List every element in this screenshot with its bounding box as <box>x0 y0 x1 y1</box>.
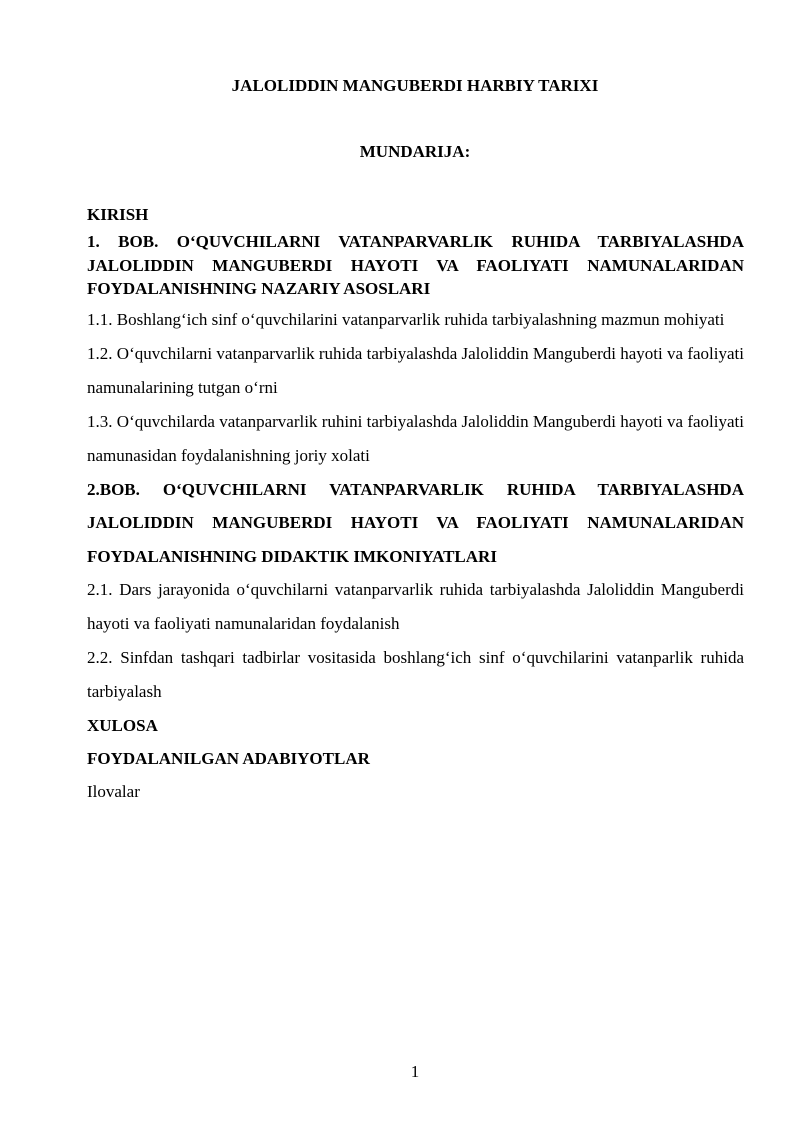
toc-section-1-2: 1.2. O‘quvchilarni vatanparvarlik ruhida tarbiyalashda Jaloliddin Manguberdi hayoti va faoliyati namunalarining tutgan o‘rni <box>87 343 744 397</box>
toc-section-1-1: 1.1. Boshlang‘ich sinf o‘quvchilarini vatanparvarlik ruhida tarbiyalashning mazmun mohiyati <box>87 309 725 329</box>
document-title: JALOLIDDIN MANGUBERDI HARBIY TARIXI <box>231 76 599 95</box>
toc-appendix: Ilovalar <box>87 782 140 801</box>
toc-heading: MUNDARIJA: <box>359 142 471 161</box>
toc-section-1-3: 1.3. O‘quvchilarda vatanparvarlik ruhini tarbiyalashda Jaloliddin Manguberdi hayoti va faoliyati namunasidan foydalanishning joriy xolati <box>87 411 744 465</box>
toc-chapter-2: 2.BOB. O‘QUVCHILARNI VATANPARVARLIK RUHIDA TARBIYALASHDA JALOLIDDIN MANGUBERDI HAYOTI VA FAOLIYATI NAMUNALARIDAN FOYDALANISHNING DIDAKTIK IMKONIYATLARI <box>87 479 744 566</box>
page-number: 1 <box>410 1062 420 1081</box>
toc-section-2-1: 2.1. Dars jarayonida o‘quvchilarni vatanparvarlik ruhida tarbiyalashda Jaloliddin Manguberdi hayoti va faoliyati namunalaridan foydalanish <box>87 580 744 633</box>
toc-section-2-2: 2.2. Sinfdan tashqari tadbirlar vositasida boshlang‘ich sinf o‘quvchilarini vatanparlik ruhida tarbiyalash <box>87 648 744 701</box>
toc-chapter-1: 1. BOB. O‘QUVCHILARNI VATANPARVARLIK RUHIDA TARBIYALASHDA JALOLIDDIN MANGUBERDI HAYOTI VA FAOLIYATI NAMUNALARIDAN FOYDALANISHNING NAZARIY ASOSLARI <box>87 232 744 298</box>
table-of-contents <box>87 203 744 808</box>
toc-bibliography: FOYDALANILGAN ADABIYOTLAR <box>87 749 370 768</box>
toc-conclusion: XULOSA <box>87 716 158 735</box>
toc-intro: KIRISH <box>87 205 149 224</box>
